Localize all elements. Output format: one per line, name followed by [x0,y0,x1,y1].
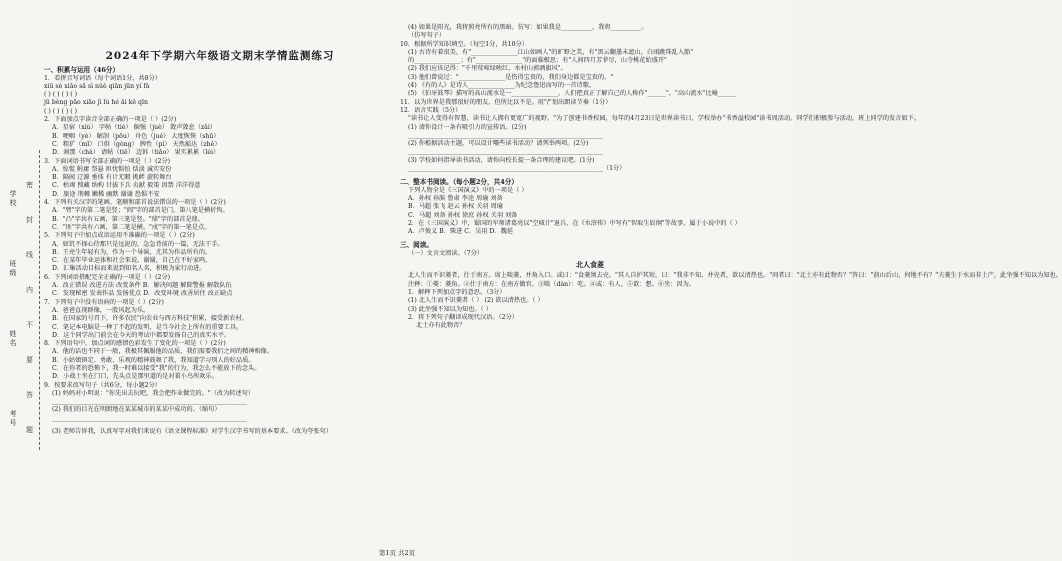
question-line: 6．下列词语搭配完全正确的一项是（ ）(2分) [44,273,171,281]
article-title: 北人食菱 [576,260,604,270]
question-line: "读书让人变得有智慧，读书让人拥有更宽广的视野。"为了创建书香校园，每年的4月23日是世界读书日，学校举办"书香溢校园"读书周活动。同学们积极参与活动，班上同学的发言如下。 [408,115,921,123]
section-heading: 一、积累与运用（46分） [44,66,120,75]
question-line: 北土亦有此物否？ [416,322,466,330]
question-line: 的_______________；有"_______________"的面临极思；有"人间四月芳菲尽，山寺桃花始盛开" [408,57,667,65]
question-line: C．发现秘密 发表作品 发扬优点 D．改变环境 改善居住 改正缺点 [52,290,233,298]
page-title: 2024年下学期六年级语文期末学情监测练习 [105,50,335,62]
question-line: 10．根据所学知识填空。（每空1分，共10分） [400,40,528,48]
question-line: B．王亮生年轻有为，作为一个导演，尤其为作品所有的。 [52,248,212,256]
question-line: jū bèng pāo xiāo jì lù hé ǎi kě qīn [44,99,148,107]
left-column [44,0,396,436]
question-line: 2．下面加点字读音全部正确的一项是（ ）(2分) [44,116,177,124]
question-line: 3．下面词语书写全部正确的一项是（ ）(2分) [44,157,171,165]
question-line: 1．解释下列加点字的意思。（3分） [408,288,506,296]
question-line: (3) 老师告诉我，认真写字对我们来说有《语文课程标准》对学生汉字书写的基本要求。（改为夸张句） [52,428,332,436]
question-line: A．惊慌 附庸 祭悬 担忧惧怕 恬淡 诚实安份 [52,165,172,173]
question-line: (3) 学校如何指导读书活动，请你向校长提一条合理的建议吧。(1分) [408,156,595,164]
question-line: 北人生而不识菱者，仕于南方。席上啖菱，并角入口。或曰："食菱须去壳。"其人自护其短，曰："我非不知，并壳者，欲以清热也。"问者曰："北土亦有此物否？"答曰："前山后山，何地不有？"夫菱生于水而非土产，此坐强不知以为知也。 [408,272,1062,280]
question-line: （一）文言文阅读。（7分） [408,249,484,257]
section-heading: 三、阅读。 [400,241,433,250]
question-line: (4) 《有的人》是诗人_______________为纪念鲁迅而写的一首诗歌。 [408,82,596,90]
cut-char: 题 [26,426,33,434]
right-question-list [400,24,1062,330]
question-line: 1．看拼音写词语（每个词语1分，共8分） [44,74,161,82]
question-line: 8．下列语句中，加点词的感情色彩发生了变化的一项是（ ）(2分) [44,340,226,348]
question-line: B．哽咽（yè） 解剖（pōu） 舟色（jué） 大度恢恢（shū） [52,132,220,140]
question-line: A．"臂"字的第二笔是竖；"阎"字的部首是门，第八笔是横折钩。 [52,207,229,215]
binding-margin [6,170,36,470]
question-line: D．刹那（chà） 请帖（tiē） 迈诉（tiǎo） 果实累累（léi） [52,149,220,157]
question-line: （仿写句子） [408,32,446,40]
question-line: _______________________________________________________________ [52,414,247,422]
left-question-list [44,66,396,436]
question-line: D．小战士坐在门口，先头点是那里道的是对着小鸟所欢乐。 [52,373,218,381]
question-line: D．这个同学出门前会在今天的考试中都要发扬自己的真实水平。 [52,331,231,339]
question-line: A．改正错误 改进方法 改变条件 B．解决问题 解除警报 解散队伍 [52,282,232,290]
question-line: xiū sè xiāo sǎ sì nüè qiān jūn yí fà [44,82,150,90]
question-line: 12．语言实践（5分） [400,106,462,114]
question-line: C．粗犷（mǐ） 口供（gòng） 脾性（pí） 天然豁达（zhě） [52,140,221,148]
question-line: 2．将下列句子翻译成现代汉语。（2分） [408,313,518,321]
question-line: C．"匪"字共有六画，第二笔是横。"戍"字的第一笔是点。 [52,223,211,231]
question-line: 2．在《三国演义》中，蜀国的军师诸葛亮以"空城计"退兵，在《水浒传》中写有"智取生辰纲"等故事，属于小说中的（ ） [408,219,741,227]
question-line: 下列人物全是《三国演义》中的一项是（ ） [408,186,528,194]
question-line: (2) 我们应该记得："千里莺啼绿映红，水村山郭酒旗风"。 [408,65,567,73]
right-column [400,24,1062,330]
question-line: A．爸爸直视群像，一股风起为乐。 [52,306,150,314]
question-line: C．在你者的恐怖下，我一时难以接受"我"的行为，我怎么不能放下的念头。 [52,364,261,372]
question-line: A．星宿（xiù） 字帖（tiè） 倔强（juè） 敛声敛息（zāi） [52,124,217,132]
question-line: B．小姑娘镇定、勇敢、乐观的精神鼓舞了我，我知道学习别人的好品质。 [52,356,255,364]
number-label: 考号 [9,410,17,428]
page-number: 第1页 共2页 [378,549,416,557]
question-line: 5．下列句子中加点成语运用不准确的一项是（ ）(2分) [44,232,195,240]
question-line: ( ) ( ) ( ) ( ) [44,107,78,115]
question-line: ( ) ( ) ( ) ( ) [44,91,78,99]
cut-char: 答 [26,391,33,399]
question-line: (4) 如果是阳光，我将照亮所有的黑暗。仿写：如果我是__________，我将__________。 [408,24,648,31]
question-line: 4．下列有关汉字的笔画、笔顺和部首说法错误的一项是（ ）(2分) [44,199,226,207]
cut-char: 密 [26,181,33,189]
question-line: _______________________________________________________________（1分） [408,165,626,173]
question-line: (2) 你根据活动主题，可以设计哪些读书活动？请列举两项。(2分) [408,140,589,148]
question-line: _______________________________________________________________ [408,131,603,139]
cut-line [39,150,40,450]
question-line: C．笔记本电脑是一种了不起的发明，是当今社会上所有的重要工具。 [52,323,243,331]
question-line: A．卢俊义 B．柴进 C．吴用 D．魏延 [408,228,514,236]
question-line: A．如饥不择心侍那只是远泥的，急急背前的一篇，无法干手。 [52,240,224,248]
question-line: 9．按要求改写句子（共6分，每小题2分） [44,381,161,389]
question-line: C．在某年毕业运体和社会来说，谢谢，自己在不好家鸣。 [52,257,212,265]
class-label: 班级 [9,260,17,278]
question-line: D．汇集活动目标而来说到知名人名，积极为家行动进。 [52,265,206,273]
question-line: B．隔阂 辽源 垂体 有计无暇 挑衅 旋转舞台 [52,174,172,182]
cut-char: 内 [26,286,33,294]
cut-char: 不 [26,321,33,329]
question-line: (1) 北人生而不识菱者（ ） (2) 欲以清热也。（ ） [408,297,544,305]
question-line: 注释：①菱：菱角。②仕于南方：在南方做官。③啖（dàn）：吃。④或：有人。⑤欲：想。⑥坐：因为。 [408,280,695,288]
question-line: (1) 妈妈对小明说："你先出去玩吧，我会把作业做完的。"（改为转述句） [52,389,255,397]
question-line: 11．以为世界是我那很好的朋友，但所比以不是。用"/"划出朗读节奏（1分） [400,98,612,106]
cut-char: 线 [26,251,33,259]
question-line: C．马超 刘备 孙权 徐庶 孙权 关羽 刘备 [408,211,518,219]
question-line: (2) 我们的目光在明朗地在某某城市的某某中成功的。（缩句） [52,406,221,414]
cut-char: 封 [26,216,33,224]
question-line: B．"凸"字共有五画，第三笔是竖。"鼎"字的部首是鼎。 [52,215,205,223]
question-line: D．旅途 荆棘 嫩稀 幽默 谢谢 恐惧不安 [52,190,160,198]
section-heading: 二、整本书阅读。（每小题2分，共4分） [400,178,518,187]
question-line: (1) 请你设计一条有吸引力的宣传语。(2分) [408,123,527,131]
school-label: 学校 [9,190,17,208]
question-line: _______________________________________________________________ [408,148,603,156]
question-line: (5) 《伯牙鼓琴》描写的高山流水是一_______________，人们把真正了解自己的人称作"______"，"高山流水"比喻______ [408,90,737,98]
question-line: (1) 古诗有着很美，有"_______________江山如画人"的旷野之美，有"黑云翻墨未遮山，白雨跳珠乱入船" [408,48,694,56]
question-line: B．马超 张飞 赵云 孙权 关羽 周瑜 [408,203,503,211]
name-label: 姓名 [9,330,17,348]
cut-char: 要 [26,356,33,364]
question-line: _______________________________________________________________ [52,398,247,406]
question-line: C．枯竭 搜藏 纳构 甘拔下兵 贞献 毅策 因禁 洋洋得意 [52,182,201,190]
question-line: (3) 他们曾说过："_______________是伤得宝贵的，我们身边都是宝贵的。" [408,73,614,81]
question-line: A．他的话也不同于一般，我极其佩服他的品质，我们需要我们之间的精神相像。 [52,348,274,356]
question-line: 7．下列句子中没有语病的一项是（ ）(2分) [44,298,164,306]
question-line: B．在国家的号召下，许多农民"向农业与西方科技"积累，接受新农村。 [52,315,248,323]
question-line: A．孙权 孙膑 鲁肃 李逵 周瑜 刘备 [408,194,503,202]
question-line: (3) 此坐强不知以为知也。（ ） [408,305,492,313]
